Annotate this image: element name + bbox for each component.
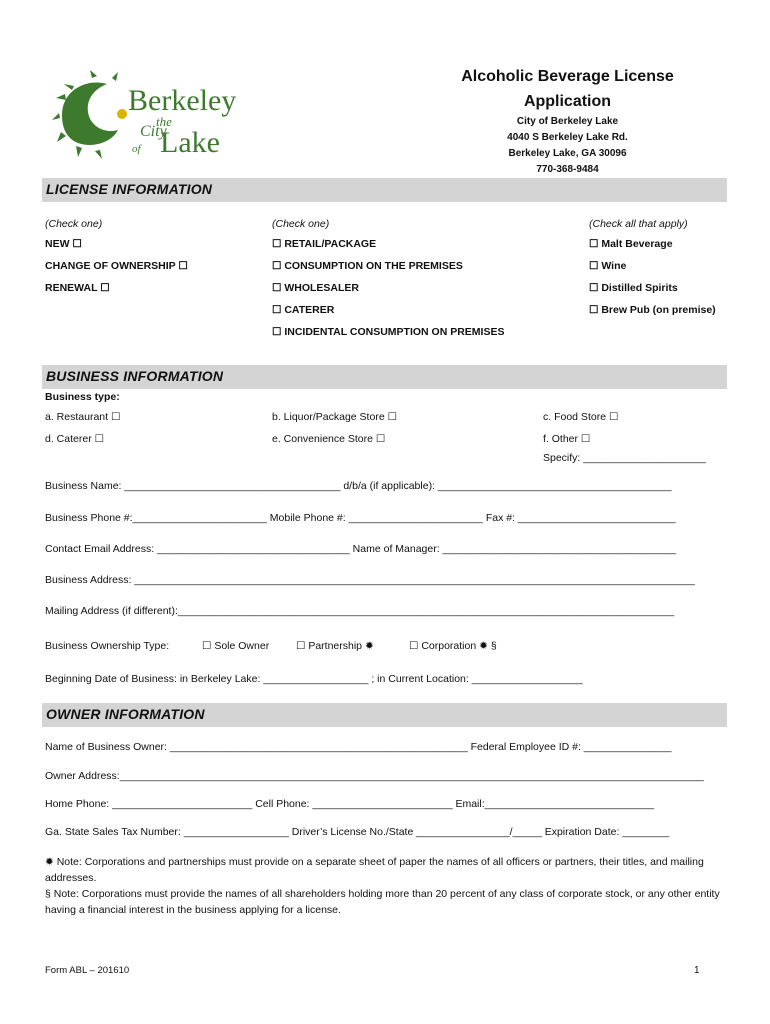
owner-name-field[interactable]: Name of Business Owner: ___________________________________________________ Federal Employee ID #: _______________	[45, 741, 672, 753]
brew-pub-checkbox[interactable]: ☐ Brew Pub (on premise)	[589, 304, 716, 316]
business-name-field[interactable]: Business Name: _____________________________________ d/b/a (if applicable): ________________________________________	[45, 480, 672, 492]
owner-phone-field[interactable]: Home Phone: ________________________ Cell Phone: ________________________ Email:_____________________________	[45, 798, 654, 810]
license-col3-hint: (Check all that apply)	[589, 218, 688, 230]
type-food-store-checkbox[interactable]: c. Food Store ☐	[543, 411, 619, 423]
malt-beverage-checkbox[interactable]: ☐ Malt Beverage	[589, 238, 673, 250]
type-other-specify-field[interactable]: Specify: _____________________	[543, 452, 706, 464]
owner-section-header	[42, 703, 727, 727]
business-type-label: Business type:	[45, 391, 120, 403]
license-change-ownership-checkbox[interactable]: CHANGE OF OWNERSHIP ☐	[45, 260, 188, 272]
city-logo	[52, 70, 242, 160]
consumption-premises-checkbox[interactable]: ☐ CONSUMPTION ON THE PREMISES	[272, 260, 463, 272]
mailing-address-field[interactable]: Mailing Address (if different):_____________________________________________________________________________________	[45, 605, 675, 617]
distilled-spirits-checkbox[interactable]: ☐ Distilled Spirits	[589, 282, 678, 294]
business-section-header	[42, 365, 727, 389]
city-name: City of Berkeley Lake	[516, 116, 619, 127]
contact-email-field[interactable]: Contact Email Address: _________________________________ Name of Manager: ________________________________________	[45, 543, 677, 555]
svg-text:Lake: Lake	[160, 126, 220, 159]
type-liquor-store-checkbox[interactable]: b. Liquor/Package Store ☐	[272, 411, 397, 423]
wine-checkbox[interactable]: ☐ Wine	[589, 260, 627, 272]
wholesaler-checkbox[interactable]: ☐ WHOLESALER	[272, 282, 359, 294]
city-state-zip: Berkeley Lake, GA 30096	[508, 148, 627, 159]
license-col1-hint: (Check one)	[45, 218, 103, 230]
license-renewal-checkbox[interactable]: RENEWAL ☐	[45, 282, 110, 294]
license-col2-hint: (Check one)	[272, 218, 330, 230]
svg-text:City: City	[140, 123, 167, 140]
caterer-checkbox[interactable]: ☐ CATERER	[272, 304, 335, 316]
owner-section-title: OWNER INFORMATION	[46, 706, 205, 722]
owner-address-field[interactable]: Owner Address:____________________________________________________________________________________________________	[45, 770, 704, 782]
form-title-line1: Alcoholic Beverage License	[461, 68, 674, 85]
page-number: 1	[694, 965, 700, 976]
ownership-sole-owner-checkbox[interactable]: ☐ Sole Owner	[202, 640, 270, 652]
incidental-consumption-checkbox[interactable]: ☐ INCIDENTAL CONSUMPTION ON PREMISES	[272, 326, 505, 338]
business-section-title: BUSINESS INFORMATION	[46, 368, 224, 384]
type-caterer-checkbox[interactable]: d. Caterer ☐	[45, 433, 105, 445]
ownership-partnership-checkbox[interactable]: ☐ Partnership ✹	[296, 640, 374, 652]
street-address: 4040 S Berkeley Lake Rd.	[507, 132, 628, 143]
svg-text:of: of	[132, 143, 141, 155]
type-convenience-store-checkbox[interactable]: e. Convenience Store ☐	[272, 433, 386, 445]
ownership-type-label: Business Ownership Type:	[45, 640, 170, 652]
note-partnerships: ✹ Note: Corporations and partnerships must provide on a separate sheet of paper the names of all officers or partners, their titles, and mailing addresses.	[45, 856, 704, 884]
sales-tax-license-field[interactable]: Ga. State Sales Tax Number: __________________ Driver’s License No./State ________________/_____ Expiration Date: ________	[45, 826, 670, 838]
retail-package-checkbox[interactable]: ☐ RETAIL/PACKAGE	[272, 238, 377, 250]
beginning-date-field[interactable]: Beginning Date of Business: in Berkeley Lake: __________________ ; in Current Location: ___________________	[45, 673, 583, 685]
license-section-title: LICENSE INFORMATION	[46, 181, 213, 197]
type-restaurant-checkbox[interactable]: a. Restaurant ☐	[45, 411, 121, 423]
svg-text:Berkeley: Berkeley	[128, 84, 237, 117]
ownership-corporation-checkbox[interactable]: ☐ Corporation ✹ §	[409, 640, 497, 652]
svg-text:the: the	[156, 114, 172, 129]
form-id: Form ABL – 201610	[45, 965, 130, 976]
business-phone-field[interactable]: Business Phone #:_______________________ Mobile Phone #: _______________________ Fax #: ___________________________	[45, 512, 676, 524]
note-shareholders: § Note: Corporations must provide the names of all shareholders holding more than 20 percent of any class of corporate stock, or any other entity having a financial interest in the business applying for a license.	[45, 888, 720, 916]
business-address-field[interactable]: Business Address: ________________________________________________________________________________________________	[45, 574, 695, 586]
type-other-checkbox[interactable]: f. Other ☐	[543, 433, 591, 445]
license-section-header	[42, 178, 727, 202]
form-title-line2: Application	[523, 93, 612, 110]
phone-number: 770-368-9484	[536, 164, 599, 175]
license-new-checkbox[interactable]: NEW ☐	[45, 238, 82, 250]
